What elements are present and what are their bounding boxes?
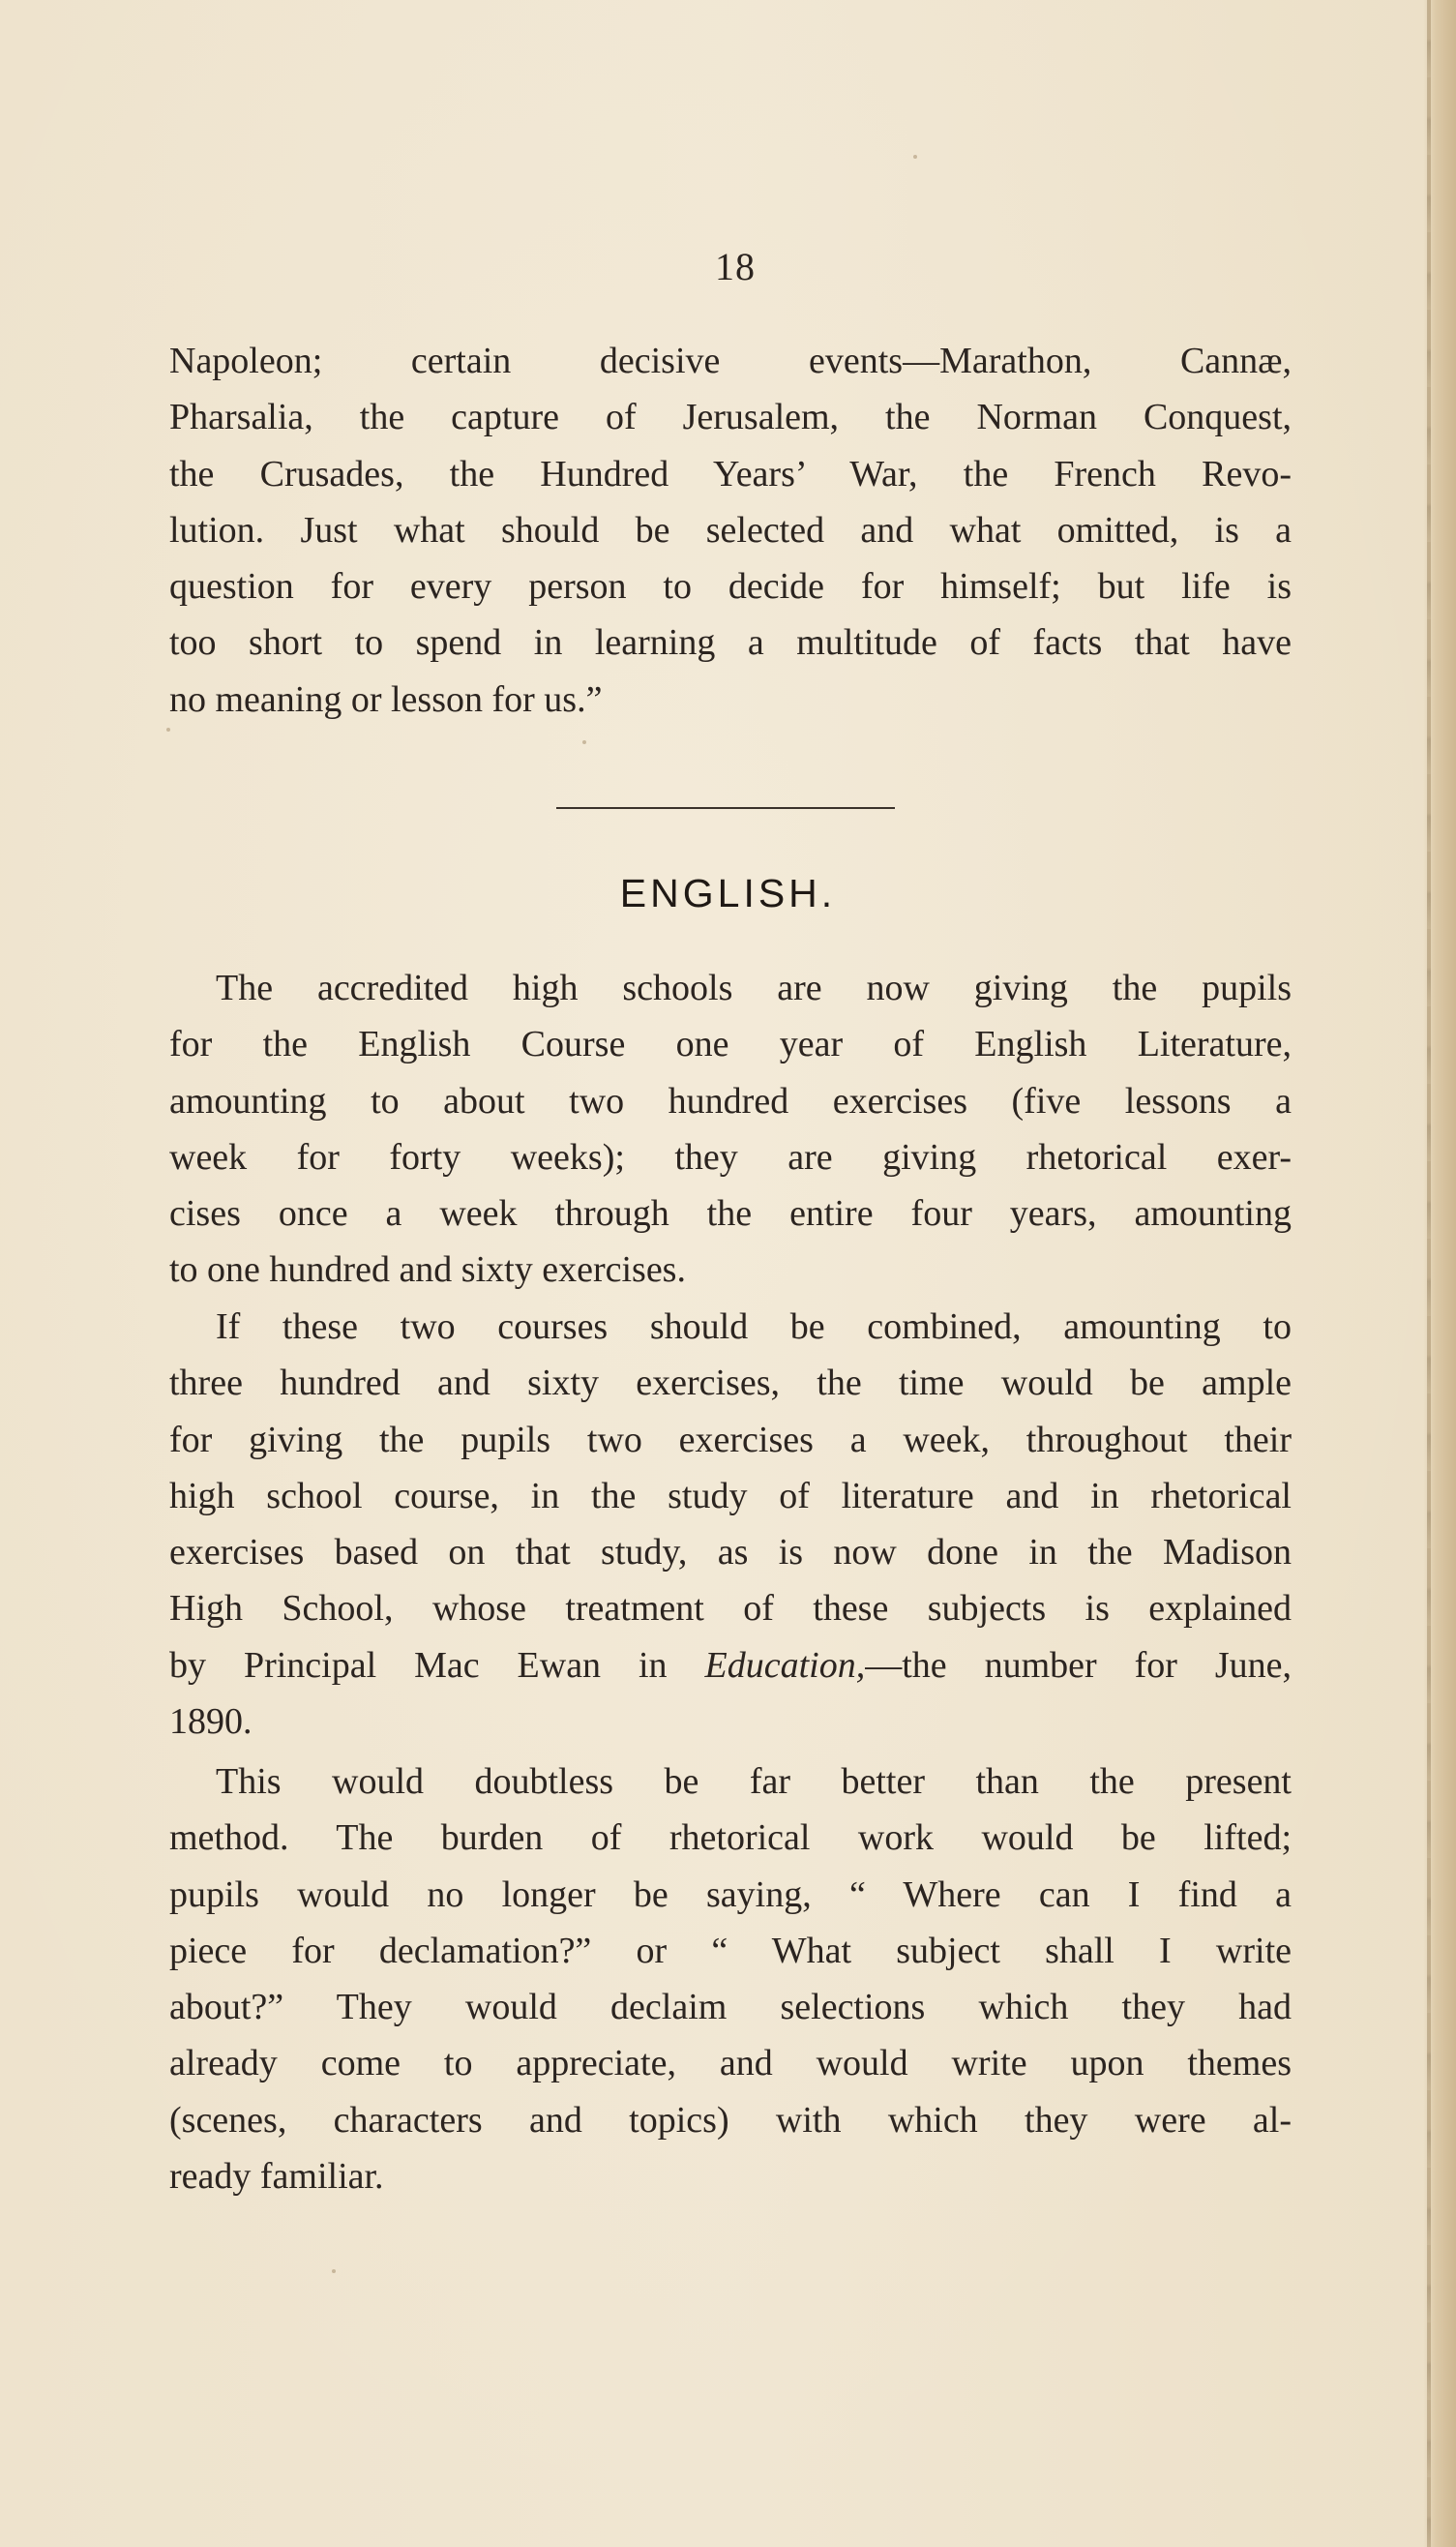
page-edge-shadow xyxy=(1427,0,1431,2547)
text-line: Pharsalia, the capture of Jerusalem, the Norman Conquest, xyxy=(169,397,1292,438)
text-line: about?” They would declaim selections which they had xyxy=(169,1987,1292,2028)
text-line: for the English Course one year of English Literature, xyxy=(169,1024,1292,1065)
text-line: question for every person to decide for himself; but life is xyxy=(169,566,1292,608)
text-line: lution. Just what should be selected and what omitted, is a xyxy=(169,509,1292,551)
paragraph-2 xyxy=(169,1299,1292,1750)
text-line: the Crusades, the Hundred Years’ War, the French Revo- xyxy=(169,453,1292,494)
text-line: week for forty weeks); they are giving rhetorical exer- xyxy=(169,1136,1292,1178)
text-line: too short to spend in learning a multitude of facts that have xyxy=(169,622,1292,664)
paper-speck xyxy=(332,2269,336,2273)
paragraph-1 xyxy=(169,960,1292,1299)
text-line: Napoleon; certain decisive events—Marathon, Cannæ, xyxy=(169,341,1292,381)
journal-title: Education, xyxy=(704,1644,866,1686)
text-line: (scenes, characters and topics) with which they were al- xyxy=(169,2099,1292,2141)
text-line: method. The burden of rhetorical work would be lifted; xyxy=(169,1817,1292,1859)
paper-speck xyxy=(166,728,170,732)
page-number: 18 xyxy=(715,245,756,288)
text-line: cises once a week through the entire four years, amounting xyxy=(169,1193,1292,1235)
section-heading: ENGLISH. xyxy=(619,871,837,915)
paragraph-3 xyxy=(169,1753,1292,2204)
section-divider xyxy=(556,807,895,809)
text-line: The accredited high schools are now giving the pupils xyxy=(216,968,1292,1008)
text-line: This would doubtless be far better than the present xyxy=(216,1761,1292,1802)
text-fragment: by Principal Mac Ewan in xyxy=(169,1644,705,1686)
text-line: piece for declamation?” or “ What subject shall I write xyxy=(169,1930,1292,1971)
text-line: ready familiar. xyxy=(169,2156,384,2198)
text-line xyxy=(169,1637,1292,1693)
continued-paragraph xyxy=(169,333,1292,728)
paper-speck xyxy=(913,155,917,159)
paper-speck xyxy=(582,740,586,744)
text-fragment: —the number for June, xyxy=(865,1644,1292,1686)
text-line: for giving the pupils two exercises a week, throughout their xyxy=(169,1419,1292,1460)
text-line: already come to appreciate, and would write upon themes xyxy=(169,2043,1292,2084)
text-line: three hundred and sixty exercises, the time would be ample xyxy=(169,1363,1292,1404)
text-line: to one hundred and sixty exercises. xyxy=(169,1249,686,1291)
text-line: exercises based on that study, as is now done in the Madison xyxy=(169,1532,1292,1573)
text-line: pupils would no longer be saying, “ Where can I find a xyxy=(169,1873,1292,1915)
text-line: If these two courses should be combined, amounting to xyxy=(216,1306,1292,1347)
text-line: no meaning or lesson for us.” xyxy=(169,678,603,720)
text-line: high school course, in the study of literature and in rhetorical xyxy=(169,1475,1292,1516)
text-line: amounting to about two hundred exercises (five lessons a xyxy=(169,1080,1292,1122)
text-line: 1890. xyxy=(169,1701,253,1743)
text-line: High School, whose treatment of these subjects is explained xyxy=(169,1588,1292,1630)
